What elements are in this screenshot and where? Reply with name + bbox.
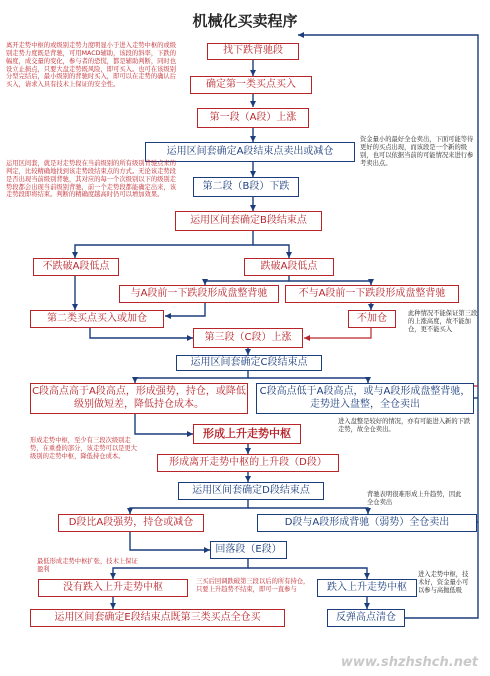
note-pivot-expansion: 最低形成走势中枢扩张，技术上保证盈利: [37, 558, 138, 573]
box-segment-d-rise: 形成离开走势中枢的上升段（D段）: [157, 454, 339, 472]
note-consolidation: 进入盘整是较好的情况，亦有可能进入新的下跌走势，故全仓卖出。: [338, 418, 471, 433]
box-segment-a-rise: 第一段（A段）上涨: [197, 108, 309, 128]
note-pivot-trading: 进入走势中枢，技术好，资金量小可以参与高抛低吸: [418, 571, 469, 594]
watermark: www.shzhshch.net: [340, 655, 478, 670]
page-title: 机械化买卖程序: [192, 12, 298, 30]
note-pivot: 形成走势中枢，至少有三段次级别走势，在重叠的部分，该走势可以是更大级别的走势中枢，降低持仓成本。: [30, 437, 138, 460]
box-segment-d-end: 运用区间套确定D段结束点: [178, 482, 324, 500]
box-not-below-a-low: 不跌破A段低点: [33, 258, 119, 276]
box-d-stronger-than-a: D段比A段强势，持仓或减仓: [58, 514, 204, 532]
box-consolidation-divergence: 与A段前一下跌段形成盘整背驰: [119, 285, 279, 303]
box-segment-c-rise: 第三段（C段）上涨: [193, 328, 303, 348]
box-segment-a-end: 运用区间套确定A段结束点卖出或减仓: [145, 142, 355, 162]
box-no-add-position: 不加仓: [348, 310, 396, 328]
box-segment-c-end: 运用区间套确定C段结束点: [176, 355, 322, 371]
box-clear-position: 反弹高点清仓: [327, 609, 405, 627]
box-first-buy-point: 确定第一类买点买入: [190, 76, 312, 94]
box-c-lower-than-a: C段高点低于A段高点，或与A段形成盘整背驰，走势进入盘整，全仓卖出: [256, 383, 474, 414]
box-second-buy-point: 第二类买点买入或加仓: [30, 310, 164, 328]
box-no-consolidation-divergence: 不与A段前一下跌段形成盘整背驰: [285, 285, 459, 303]
note-no-add: 此种情况不能保证第三段的上涨高度，故不能加仓，更不能买入: [408, 310, 478, 333]
note-divergence: 离开走势中枢的或级别走势力度明显小于进入走势中枢的或级别走势力度既是背驰，可用MACD辅助，该段的斜率，下跌的幅度，成交量的变化，参与者的恐慌，都是辅助判断，同时也设立止损点，只要大盘走势既风险，即可买入。也可在该级别分型完结后，最小级别的背驰时买入，即可以在走势的确认后买入，请求入具有技术上保证的安全性。: [6, 42, 177, 89]
box-segment-e-pullback: 回落段（E段）: [210, 541, 287, 559]
box-c-higher-than-a: C段高点高于A段高点，形成强势，持仓，或降低级别做短差，降低持仓成本。: [30, 383, 248, 414]
box-not-into-pivot: 没有跌入上升走势中枢: [38, 579, 188, 597]
box-find-divergence: 找下跌背驰段: [207, 43, 299, 60]
note-third-buy: 三买后回调跌破第三段以后的所有持仓，只要上升趋势不结束，即可一直参与: [196, 578, 310, 593]
note-divergence-sell: 背驰表明很难形成上升趋势，因此全仓卖出: [367, 491, 462, 506]
note-small-capital: 资金量小的最好全仓卖出，下面可能等待更好的买点出现，而该段是一个新的级别，也可以依据当前的可能情况来进行参考卖出点。: [360, 136, 474, 167]
box-below-a-low: 跌破A段低点: [244, 258, 334, 276]
box-rising-pivot: 形成上升走势中枢: [193, 424, 301, 444]
box-into-pivot: 跌入上升走势中枢: [317, 579, 417, 597]
box-segment-b-end: 运用区间套确定B段结束点: [175, 211, 322, 231]
note-interval-nesting: 运用区间套，就是对走势段在当前级别的所有级别背驰点来的判定，比较精确地找到该走势段结束点的方式。无论该走势段是否出现当前级别背驰，其对应的每一个次级别以下的级别走势段都会出现当前级别背驰，前一个走势段都能确定出来，该走势段即将结束。判断的精确度越高时仍可以增加效果。: [6, 160, 177, 199]
box-third-buy-point: 运用区间套确定E段结束点既第三类买点全仓买: [30, 609, 285, 627]
box-segment-b-fall: 第二段（B段）下跌: [193, 177, 299, 197]
box-d-divergence-with-a: D段与A段形成背驰（弱势）全仓卖出: [257, 514, 477, 532]
